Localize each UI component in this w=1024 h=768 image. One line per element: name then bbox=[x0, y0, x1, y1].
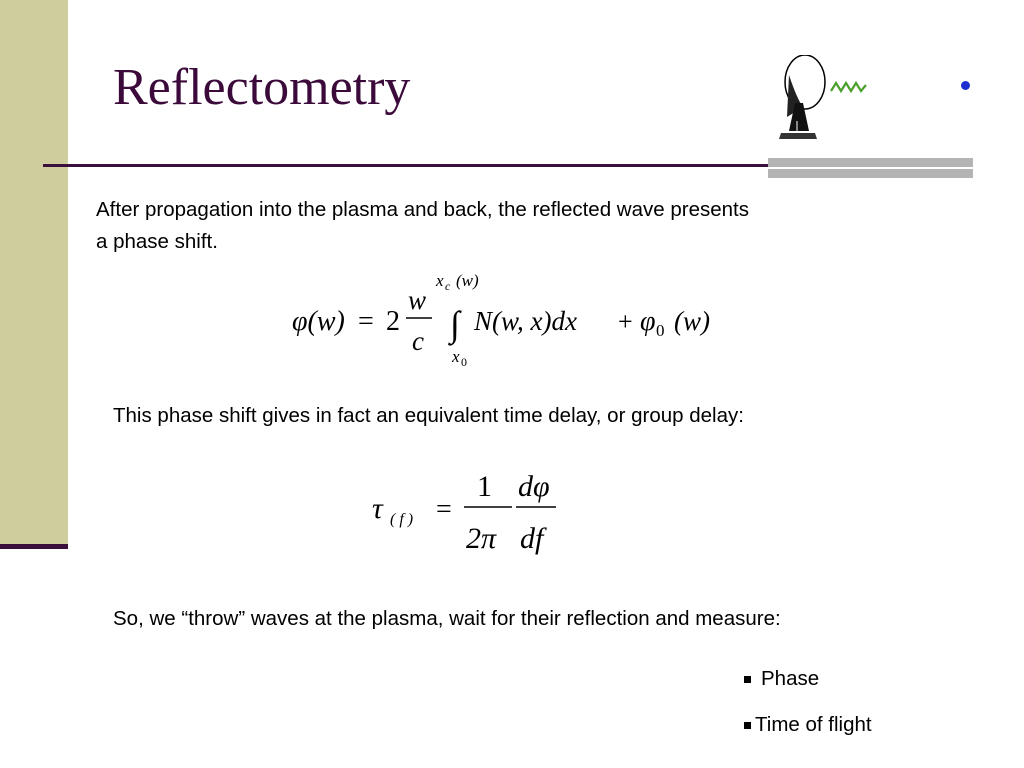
eq2-num1: 1 bbox=[477, 470, 492, 503]
slide-title: Reflectometry bbox=[113, 59, 411, 116]
eq2-num2: dφ bbox=[518, 470, 550, 503]
eq1-coef: 2 bbox=[386, 306, 400, 337]
eq1-equals: = bbox=[358, 306, 374, 337]
intro-line-2: a phase shift. bbox=[96, 230, 218, 253]
list-item bbox=[744, 656, 872, 702]
list-item bbox=[744, 702, 872, 748]
eq2-den1: 2π bbox=[466, 522, 497, 555]
accent-bar-line bbox=[768, 167, 973, 169]
eq1-upper-limit-arg: (w) bbox=[456, 271, 479, 290]
eq1-lower-limit-sub: 0 bbox=[461, 355, 467, 369]
side-decor-band bbox=[0, 0, 68, 548]
phase-shift-equation bbox=[288, 266, 738, 374]
eq1-phi0: φ bbox=[640, 306, 656, 337]
group-delay-equation bbox=[366, 464, 576, 560]
integral-sign: ∫ bbox=[450, 304, 460, 344]
eq1-upper-limit: x bbox=[436, 271, 444, 290]
eq2-den2: df bbox=[520, 522, 544, 555]
square-bullet-icon bbox=[744, 722, 751, 729]
measurement-list bbox=[744, 656, 872, 748]
eq1-plus: + bbox=[618, 307, 633, 336]
side-decor-rule bbox=[0, 544, 68, 549]
eq2-tau: τ bbox=[372, 492, 383, 525]
intro-line-1: After propagation into the plasma and back, the reflected wave presents bbox=[96, 198, 749, 221]
square-bullet-icon bbox=[744, 676, 751, 683]
eq2-tau-arg: ( f ) bbox=[390, 511, 414, 528]
bullet-label-phase: Phase bbox=[761, 667, 820, 690]
eq2-equals: = bbox=[436, 494, 452, 525]
summary-text: So, we “throw” waves at the plasma, wait for their reflection and measure: bbox=[113, 607, 781, 630]
eq1-lhs: φ(w) bbox=[292, 306, 345, 337]
eq1-phi0-arg: (w) bbox=[674, 306, 710, 336]
bullet-dot-icon bbox=[961, 81, 970, 90]
eq1-integrand: N(w, x)dx bbox=[474, 306, 577, 336]
eq1-phi0-sub: 0 bbox=[656, 321, 665, 340]
bullet-label-time-of-flight: Time of flight bbox=[755, 713, 872, 736]
accent-bar bbox=[768, 158, 973, 178]
eq1-upper-limit-sub: c bbox=[445, 279, 451, 293]
radar-antenna-icon bbox=[775, 55, 875, 143]
eq1-frac-num: w bbox=[408, 285, 427, 315]
group-delay-text: This phase shift gives in fact an equivalent time delay, or group delay: bbox=[113, 404, 744, 427]
eq1-lower-limit: x bbox=[452, 347, 460, 366]
eq1-frac-den: c bbox=[412, 326, 424, 356]
